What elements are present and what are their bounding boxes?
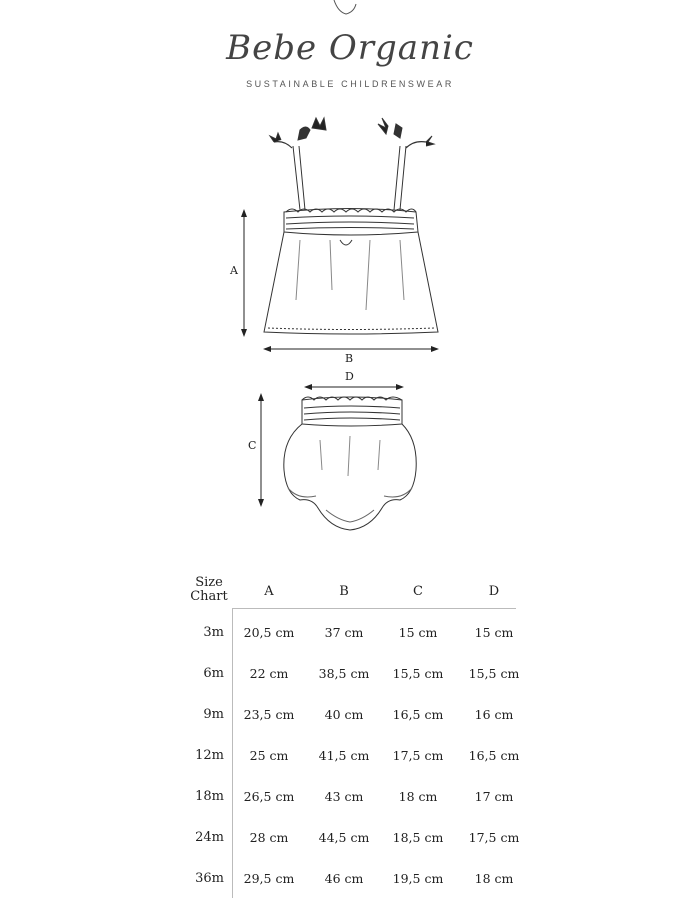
cell-d: 15 cm [474,625,514,640]
brand-tagline: SUSTAINABLE CHILDRENSWEAR [246,79,454,89]
row-size: 6m [203,666,224,681]
column-header-a: A [264,584,274,599]
size-chart-corner [180,576,238,604]
cell-d: 15,5 cm [468,666,520,681]
corner-line-1: Size [195,575,223,590]
dimension-d-label: D [345,370,354,383]
column-header-d: D [488,584,500,599]
cell-c: 19,5 cm [392,871,444,886]
table-divider-horizontal [232,608,516,609]
row-size: 18m [195,789,224,804]
cell-b: 41,5 cm [318,748,370,763]
cell-d: 17 cm [474,789,514,804]
row-size: 24m [195,830,224,845]
cell-a: 25 cm [249,748,289,763]
cell-d: 18 cm [474,871,514,886]
cell-c: 15 cm [398,625,438,640]
row-size: 36m [195,871,224,886]
cell-b: 43 cm [324,789,364,804]
cell-a: 26,5 cm [243,789,295,804]
dimension-a-label: A [230,264,238,277]
cell-b: 44,5 cm [318,830,370,845]
cell-b: 46 cm [324,871,364,886]
corner-line-2: Chart [190,589,228,604]
row-size: 9m [203,707,224,722]
dimension-b-label: B [345,352,354,365]
cell-a: 20,5 cm [243,625,295,640]
cell-c: 18 cm [398,789,438,804]
cell-d: 16 cm [474,707,514,722]
bloomer-garment [284,397,416,530]
column-header-b: B [339,584,349,599]
row-size: 3m [203,625,224,640]
cell-b: 38,5 cm [318,666,370,681]
top-garment [264,118,438,334]
cell-b: 37 cm [324,625,364,640]
column-header-c: C [413,584,423,599]
dimension-c-label: C [248,439,257,452]
cell-a: 29,5 cm [243,871,295,886]
cell-c: 16,5 cm [392,707,444,722]
cell-d: 16,5 cm [468,748,520,763]
brand-name: Bebe Organic [226,28,474,68]
row-size: 12m [195,748,224,763]
cell-a: 23,5 cm [243,707,295,722]
cell-d: 17,5 cm [468,830,520,845]
cell-c: 17,5 cm [392,748,444,763]
cell-c: 15,5 cm [392,666,444,681]
cell-b: 40 cm [324,707,364,722]
cell-c: 18,5 cm [392,830,444,845]
cell-a: 28 cm [249,830,289,845]
cell-a: 22 cm [249,666,289,681]
